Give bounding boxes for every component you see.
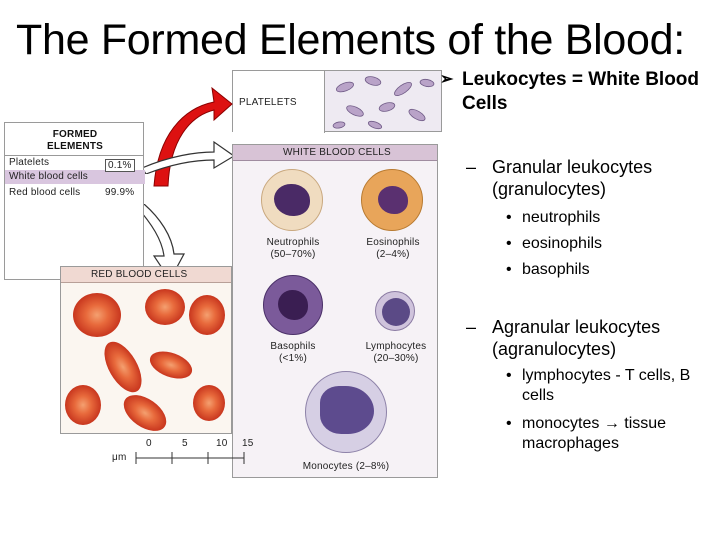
neutrophil-cell bbox=[261, 169, 323, 231]
agranular-label: Agranular leukocytes (agranulocytes) bbox=[492, 317, 661, 359]
eosinophil-name: Eosinophils bbox=[366, 237, 420, 248]
scale-unit: μm bbox=[112, 452, 127, 463]
monocyte-name: Monocytes bbox=[302, 461, 353, 472]
subitem-monocytes bbox=[506, 414, 716, 454]
blood-elements-figure bbox=[0, 70, 440, 480]
bullet-dot: • bbox=[506, 415, 512, 432]
slide-title: The Formed Elements of the Blood: bbox=[16, 16, 685, 64]
platelets-label: PLATELETS bbox=[239, 97, 297, 108]
platelets-header bbox=[233, 71, 325, 133]
monocyte-percent: (2–8%) bbox=[355, 461, 390, 472]
neutrophil-label bbox=[263, 237, 323, 261]
dash-marker: – bbox=[466, 317, 477, 337]
eosinophil-cell bbox=[361, 169, 423, 231]
rbc-label: RED BLOOD CELLS bbox=[91, 269, 188, 280]
agranular-item bbox=[466, 316, 720, 360]
platelets-illustration bbox=[325, 71, 443, 133]
formed-row-platelets: Platelets bbox=[9, 157, 50, 168]
subitem-lymphocytes-text: lymphocytes - T cells, B cells bbox=[522, 367, 691, 404]
rbc-header bbox=[61, 267, 231, 283]
subitem-basophils-text: basophils bbox=[522, 261, 590, 278]
formed-row-rbc: Red blood cells bbox=[9, 187, 81, 198]
formed-elements-divider bbox=[5, 155, 143, 156]
rbc-panel bbox=[60, 266, 232, 434]
subitem-eosinophils-text: eosinophils bbox=[522, 235, 603, 252]
leukocytes-heading: Leukocytes = White Blood Cells bbox=[462, 69, 700, 114]
bullet-dot: • bbox=[506, 209, 512, 226]
subitem-monocytes-text: monocytes → tissue macrophages bbox=[522, 415, 667, 452]
formed-row-wbc: White blood cells bbox=[9, 171, 88, 182]
bullet-dot: • bbox=[506, 367, 512, 384]
scale-tick-5: 5 bbox=[182, 438, 188, 449]
wbc-header bbox=[233, 145, 437, 161]
bullet-dot: • bbox=[506, 261, 512, 278]
lymphocyte-name: Lymphocytes bbox=[365, 341, 427, 352]
granular-label: Granular leukocytes (granulocytes) bbox=[492, 157, 653, 199]
basophil-percent: (<1%) bbox=[279, 353, 307, 364]
granular-item bbox=[466, 156, 720, 200]
rbc-illustration bbox=[61, 285, 233, 435]
dash-marker: – bbox=[466, 157, 477, 177]
monocyte-cell bbox=[305, 371, 387, 453]
eosinophil-percent: (2–4%) bbox=[376, 249, 410, 260]
subitem-neutrophils bbox=[506, 208, 716, 228]
platelets-panel bbox=[232, 70, 442, 132]
formed-elements-title: FORMED ELEMENTS bbox=[46, 129, 104, 152]
arrow-bullet-icon: ➢ bbox=[440, 71, 454, 88]
lymphocyte-percent: (20–30%) bbox=[373, 353, 419, 364]
lymphocyte-label bbox=[361, 341, 431, 365]
leukocytes-bullet bbox=[440, 68, 720, 116]
subitem-basophils bbox=[506, 260, 716, 280]
wbc-panel bbox=[232, 144, 438, 478]
formed-row-wbc-value: 0.1% bbox=[105, 159, 135, 172]
formed-elements-panel bbox=[4, 122, 144, 280]
wbc-label: WHITE BLOOD CELLS bbox=[283, 147, 391, 158]
lymphocyte-cell bbox=[375, 291, 415, 331]
neutrophil-name: Neutrophils bbox=[266, 237, 320, 248]
scale-tick-0: 0 bbox=[146, 438, 152, 449]
bullet-dot: • bbox=[506, 235, 512, 252]
subitem-eosinophils bbox=[506, 234, 716, 254]
arrow-to-wbc bbox=[140, 134, 236, 174]
eosinophil-label bbox=[361, 237, 425, 261]
basophil-label bbox=[263, 341, 323, 365]
scale-bar bbox=[112, 436, 262, 476]
subitem-neutrophils-text: neutrophils bbox=[522, 209, 601, 226]
scale-tick-10: 10 bbox=[216, 438, 228, 449]
neutrophil-percent: (50–70%) bbox=[270, 249, 316, 260]
basophil-name: Basophils bbox=[270, 341, 316, 352]
scale-tick-15: 15 bbox=[242, 438, 254, 449]
monocyte-label bbox=[291, 461, 401, 472]
subitem-lymphocytes bbox=[506, 366, 716, 406]
formed-row-rbc-value: 99.9% bbox=[105, 187, 135, 198]
basophil-cell bbox=[263, 275, 323, 335]
